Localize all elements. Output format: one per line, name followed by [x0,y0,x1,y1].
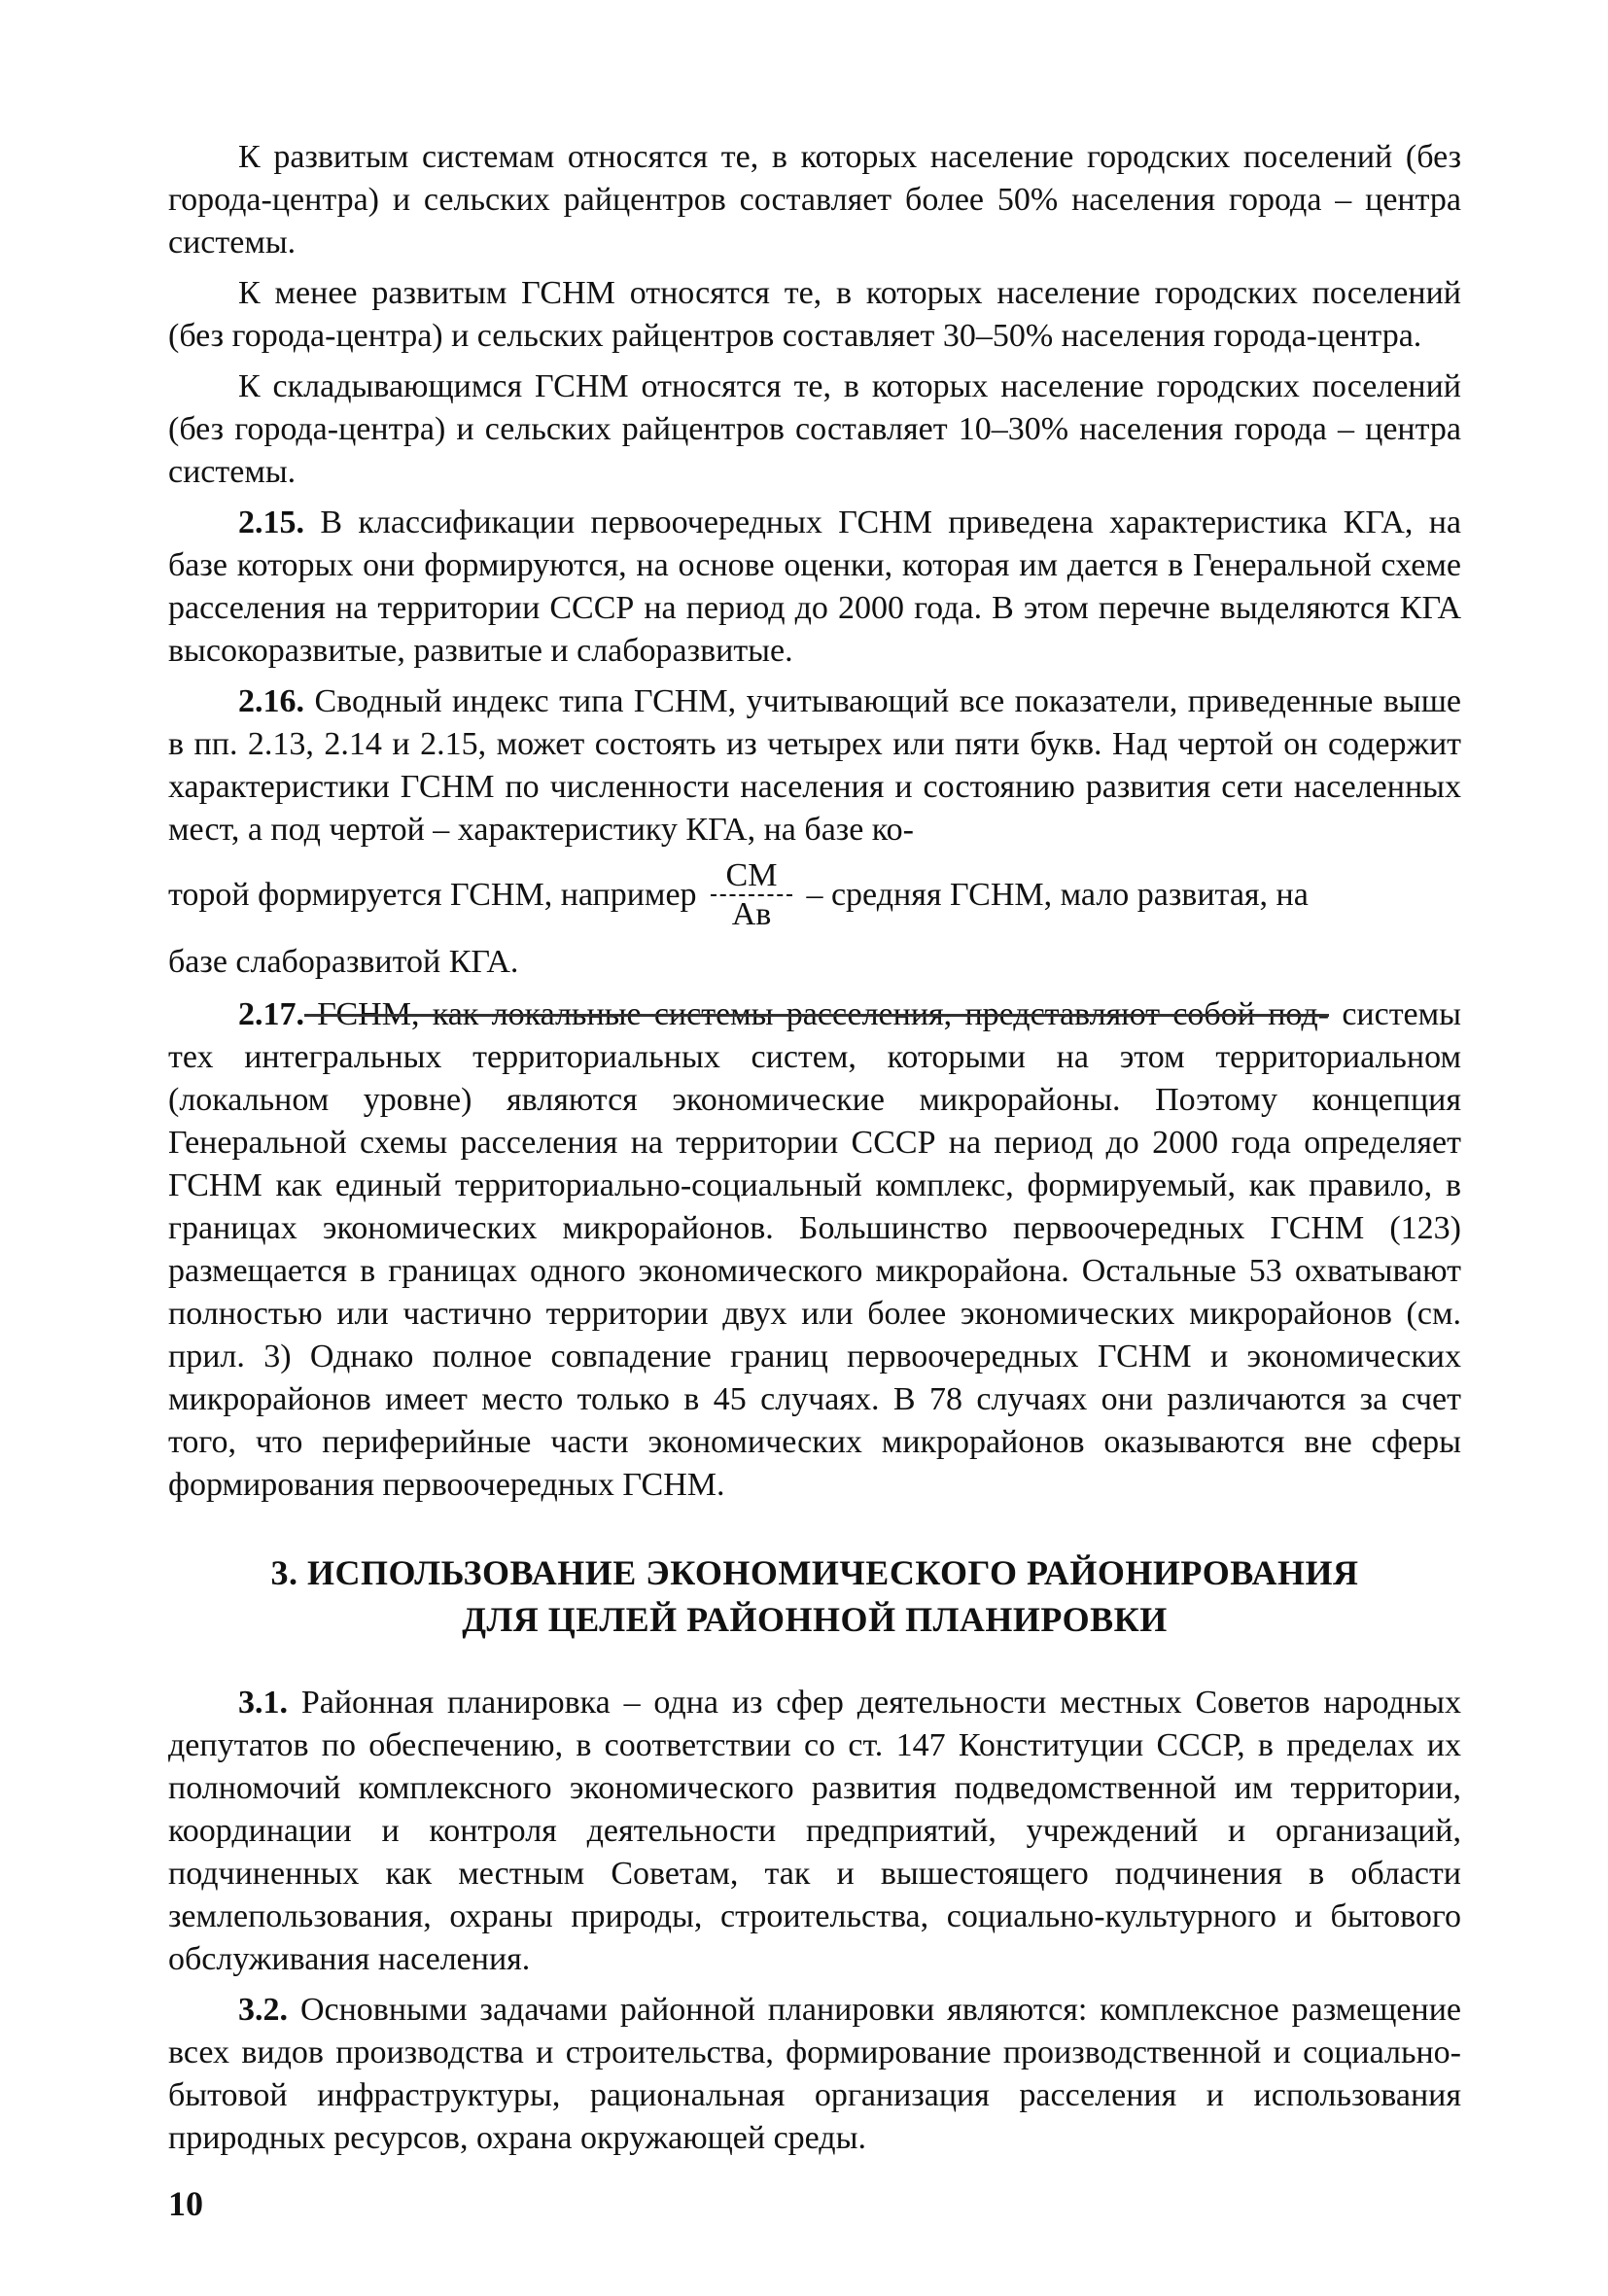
paragraph-number: 3.2. [238,1992,288,2028]
paragraph-2-17 [168,993,1461,1507]
formula-lead-text: торой формируется ГСНМ, например [168,877,697,913]
fraction-denominator: Ав [731,896,772,932]
paragraph-3-2 [168,1989,1461,2160]
paragraph-2-16 [168,680,1461,852]
struck-lead-text: ГСНМ, как локальные системы расселения, представляют собой под- [304,996,1330,1032]
paragraph-text: В классификации первоочередных ГСНМ приведена характеристика КГА, на базе которых они формируются, на основе оценки, которая им дается в Генеральной схеме расселения на территории СССР на период до 2000 года. В этом перечне выделяются КГА высокоразвитые, развитые и слаборазвитые. [168,504,1461,669]
section-heading [168,1549,1461,1643]
paragraph-text: Районная планировка – одна из сфер деятельности местных Советов народных депутатов по обеспечению, в соответствии со ст. 147 Конституции СССР, в пределах их полномочий комплексного экономического развития подведомственной им территории, координации и контроля деятельности предприятий, учреждений и организаций, подчиненных как местным Советам, так и вышестоящего подчинения в области землепользования, охраны природы, строительства, социально-культурного и бытового обслуживания населения. [168,1685,1461,1977]
paragraph-less-developed [168,272,1461,358]
page-number: 10 [168,2184,203,2223]
section-heading-line-1: 3. ИСПОЛЬЗОВАНИЕ ЭКОНОМИЧЕСКОГО РАЙОНИРОВАНИЯ [270,1553,1359,1592]
paragraph-3-1 [168,1682,1461,1981]
formula-continuation: базе слаборазвитой КГА. [168,944,519,980]
paragraph-number: 2.15. [238,504,304,540]
paragraph-forming-systems [168,365,1461,494]
paragraph-developed-systems [168,136,1461,264]
formula-trail-text: – средняя ГСНМ, мало развитая, на [806,877,1309,913]
document-page [168,136,1461,2168]
paragraph-number: 2.16. [238,683,304,719]
paragraph-text: Основными задачами районной планировки являются: комплексное размещение всех видов производства и строительства, формирование производственной и социально-бытовой инфраструктуры, рациональная организация расселения и использования природных ресурсов, охрана окружающей среды. [168,1992,1461,2156]
type-index-fraction [711,857,793,933]
fraction-numerator: СМ [711,857,793,896]
paragraph-text: Сводный индекс типа ГСНМ, учитывающий все показатели, приведенные выше в пп. 2.13, 2.14 и 2.15, может состоять из четырех или пяти букв. Над чертой он содержит характеристики ГСНМ по численности населения и состоянию развития сети населенных мест, а под чертой – характеристику КГА, на базе ко- [168,683,1461,848]
paragraph-text: К развитым системам относятся те, в которых население городских поселений (без города-центра) и сельских райцентров составляет более 50% населения города – центра системы. [168,139,1461,261]
paragraph-text: К складывающимся ГСНМ относятся те, в которых население городских поселений (без города-центра) и сельских райцентров составляет 10–30% населения города – центра системы. [168,368,1461,490]
formula-line [168,857,1461,933]
paragraph-2-15 [168,502,1461,673]
paragraph-number: 2.17. [238,996,304,1032]
paragraph-text: К менее развитым ГСНМ относятся те, в которых население городских поселений (без города-центра) и сельских райцентров составляет 30–50% населения города-центра. [168,275,1461,354]
paragraph-text: системы тех интегральных территориальных систем, которыми на этом территориальном (локальном уровне) являются экономические микрорайоны. Поэтому концепция Генеральной схемы расселения на территории СССР на период до 2000 года определяет ГСНМ как единый территориально-социальный комплекс, формируемый, как правило, в границах экономических микрорайонов. Большинство первоочередных ГСНМ (123) размещается в границах одного экономического микрорайона. Остальные 53 охватывают полностью или частично территории двух или более экономических микрорайонов (см. прил. 3) Однако полное совпадение границ первоочередных ГСНМ и экономических микрорайонов имеет место только в 45 случаях. В 78 случаях они различаются за счет того, что периферийные части экономических микрорайонов оказываются вне сферы формирования первоочередных ГСНМ. [168,996,1461,1503]
paragraph-number: 3.1. [238,1685,288,1721]
section-heading-line-2: ДЛЯ ЦЕЛЕЙ РАЙОННОЙ ПЛАНИРОВКИ [462,1600,1168,1639]
